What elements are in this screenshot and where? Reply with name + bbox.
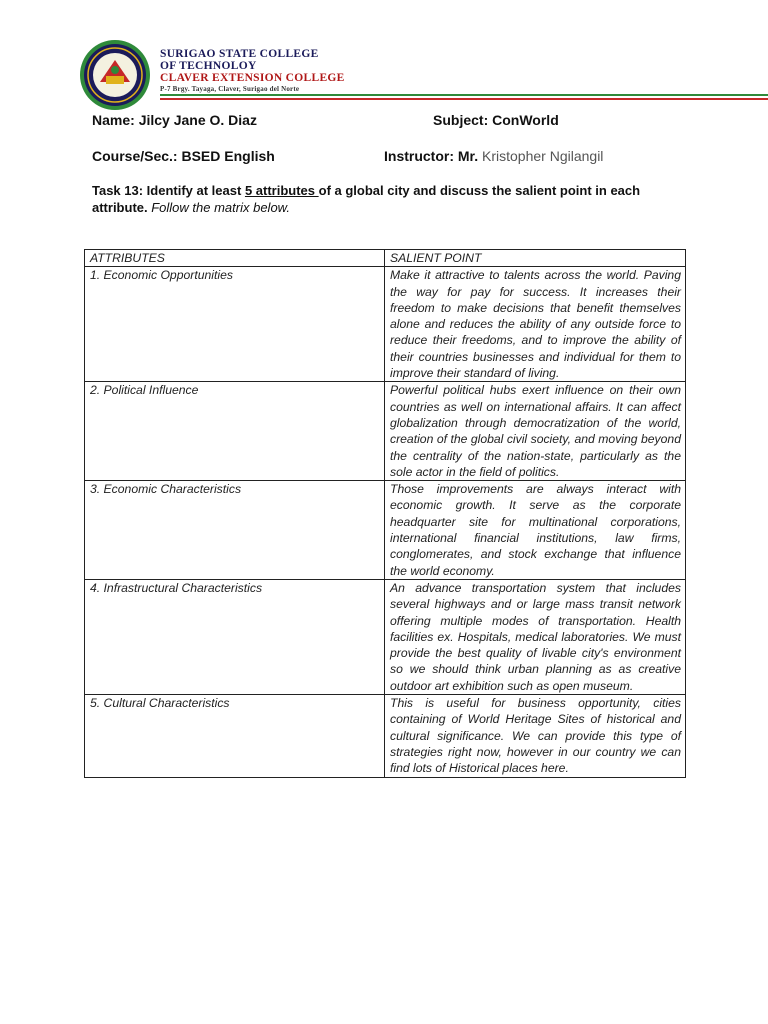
task-prefix: Task 13: Identify at least [92,183,245,198]
header-attributes: ATTRIBUTES [85,250,385,267]
task-underlined: 5 attributes [244,183,319,198]
salient-point-cell: An advance transportation system that includes several highways and or large mass transit network offering multiple modes of transportation. Health facilities ex. Hospitals, medical laboratories. We must provide the best quality of livable city's environment so we should think urban planning as as creative outdoor art exhibition such as open museum. [385,579,686,694]
instructor-value: Kristopher Ngilangil [482,148,604,164]
header-salient-point: SALIENT POINT [385,250,686,267]
attributes-matrix [84,249,686,778]
school-line-3: CLAVER EXTENSION COLLEGE [160,72,345,84]
salient-point-cell: Powerful political hubs exert influence on their own countries as well on international affairs. It can affect globalization through democratization of the world, creation of the global civil society, and moving beyond the centrality of the nation-state, particularly as the sole actor in the field of politics. [385,382,686,481]
attribute-cell: 4. Infrastructural Characteristics [85,579,385,694]
task-instructions [92,182,692,216]
school-address: P-7 Brgy. Tayaga, Claver, Surigao del Norte [160,85,300,93]
name-value: Jilcy Jane O. Diaz [138,112,257,128]
course-value: BSED English [181,148,275,164]
attribute-cell: 3. Economic Characteristics [85,481,385,580]
subject-line [433,112,559,128]
course-label: Course/Sec.: [92,148,178,164]
name-label: Name: [92,112,135,128]
school-line-2: OF TECHNOLOY [160,60,257,72]
table-row [85,695,686,777]
task-middle: of a global city and discuss the salient point in each attribute. [92,183,641,215]
salient-point-cell: Those improvements are always interact with economic growth. It serve as the corporate headquarter site for multinational corporations, international financial institutions, law firms, conglomerates, and stock exchange that influence the world economy. [385,481,686,580]
table-row [85,579,686,694]
header-rule-green [160,94,768,96]
letterhead [78,38,768,108]
task-instruction: Follow the matrix below. [147,200,290,215]
subject-value: ConWorld [492,112,559,128]
name-line [92,112,257,128]
table-row [85,382,686,481]
salient-point-cell: This is useful for business opportunity, cities containing of World Heritage Sites of historical and cultural significance. We can provide this type of strategies right now, however in our country we can find lots of Historical places here. [385,695,686,777]
table-header-row [85,250,686,267]
attribute-cell: 5. Cultural Characteristics [85,695,385,777]
attribute-cell: 2. Political Influence [85,382,385,481]
subject-label: Subject: [433,112,489,128]
header-rule-red [160,98,768,100]
instructor-label: Instructor: Mr. [384,148,479,164]
college-seal-icon [78,38,152,112]
table-row [85,267,686,382]
salient-point-cell: Make it attractive to talents across the world. Paving the way for pay for success. It increases their freedom to make decisions that benefit themselves alone and reduces the ability of any outside force to reduce their freedoms, and to improve the ability of their countries businesses and individual for them to improve their standard of living. [385,267,686,382]
table-row [85,481,686,580]
school-name [160,48,345,94]
attribute-cell: 1. Economic Opportunities [85,267,385,382]
course-line [92,148,275,164]
school-line-1: SURIGAO STATE COLLEGE [160,48,319,60]
instructor-line [384,148,603,164]
